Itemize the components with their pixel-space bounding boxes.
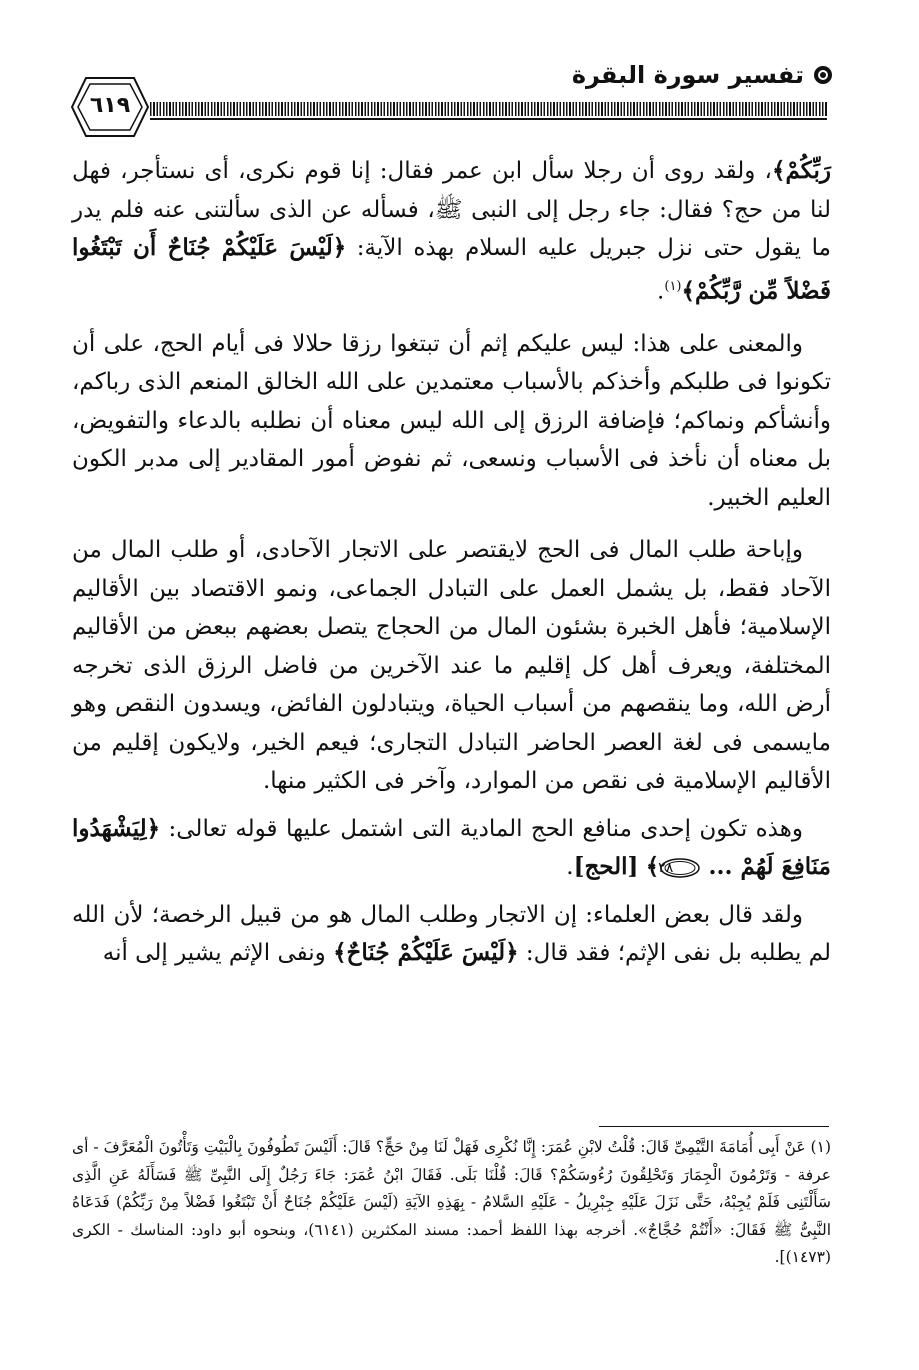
header-rule: [150, 102, 827, 116]
flower-ornament-icon: [812, 64, 834, 86]
paragraph-text: ، ولقد روى أن رجلا سأل ابن عمر فقال: إنا قوم نكرى، أى نستأجر، فهل لنا من حج؟ فقال: جاء رجل إلى النبى ﷺ، فسأله عن الذى سألتنى عنه فلم يدر ما يقول حتى نزل جبريل عليه السلام بهذه الآية:: [72, 158, 831, 261]
footnote: (١) عَنْ أَبِى أُمَامَةَ التَّيْمِىِّ قَالَ: قُلْتُ لابْنِ عُمَرَ: إِنَّا نُكْرِى فَهَلْ لَنَا مِنْ حَجٍّ؟ قَالَ: أَلَيْسَ تَطُوفُونَ بِالْبَيْتِ وَتَأْتُونَ الْمُعَرَّفَ - أى عرفة - وَتَرْمُونَ الْجِمَارَ وَتَحْلِقُونَ رُءُوسَكُمْ؟ قَالَ: قُلْنَا بَلَى. فَقَالَ ابْنُ عُمَرَ: جَاءَ رَجُلٌ إِلَى النَّبِىِّ ﷺ فَسَأَلَهُ عَنِ الَّذِى سَأَلْتَنِى فَلَمْ يُجِبْهُ، حَتَّى نَزَلَ عَلَيْهِ جِبْرِيلُ - عَلَيْهِ السَّلامُ - بِهَذِهِ الآيَةِ (لَيْسَ عَلَيْكُمْ جُنَاحٌ أَنْ تَبْتَغُوا فَضْلاً مِنْ رَبِّكُمْ) فَدَعَاهُ النَّبِىُّ ﷺ فَقَالَ: «أَنْتُمْ حُجَّاجٌ». أخرجه بهذا اللفظ أحمد: مسند المكثرين (٦١٤١)، وبنحوه أبو داود: المناسك - الكرى (١٤٧٣)].: [72, 1138, 831, 1266]
paragraph-1: [72, 152, 831, 311]
paragraph-text: وهذه تكون إحدى منافع الحج المادية التى اشتمل عليها قوله تعالى:: [160, 815, 803, 842]
quran-quote-close: ﴾: [645, 853, 660, 881]
header-title: تفسير سورة البقرة: [571, 61, 804, 89]
running-header: [572, 60, 834, 90]
quran-quote: ﴿لِيَشْهَدُوا مَنَافِعَ لَهُمْ ...: [72, 814, 831, 881]
ayah-number-icon: [659, 857, 701, 879]
paragraph-text: ولقد قال بعض العلماء: إن الاتجار وطلب المال هو من قبيل الرخصة؛ لأن الله لم يطلبه بل نفى الإثم؛ فقد قال:: [72, 901, 831, 967]
quran-quote: رَبِّكُمْ﴾: [772, 157, 831, 184]
paragraph-5: [72, 896, 831, 973]
footnote-ref: (١): [664, 278, 682, 294]
main-text: [72, 152, 831, 982]
paragraph-text: ونفى الإثم يشير إلى أنه: [102, 940, 334, 967]
paragraph-end: .: [566, 854, 574, 881]
surah-reference: [الحج]: [573, 853, 639, 881]
paragraph-3: وإباحة طلب المال فى الحج لايقتصر على الاتجار الآحادى، أو طلب المال من الآحاد فقط، بل يشمل العمل على التبادل الجماعى، ونمو الاقتصاد بين الأقاليم الإسلامية؛ فأهل الخبرة بشئون المال من الحجاج يتصل بعضهم ببعض من الأقاليم المختلفة، ويعرف أهل كل إقليم ما عند الآخرين من فاضل الرزق الذى تخرجه أرض الله، وما ينقصهم من أسباب الحياة، ويتبادلون الفائض، ويسدون النقص وهو مايسمى فى لغة العصر الحاضر التبادل التجارى؛ فيعم الخير، ولايكون إقليم من الأقاليم الإسلامية فى نقص من الموارد، وآخر فى الكثير منها.: [72, 537, 831, 795]
header-underline: [150, 118, 827, 120]
ayah-number: ٢٨: [658, 860, 674, 877]
footnote-divider: [599, 1126, 829, 1127]
quran-quote: ﴿لَيْسَ عَلَيْكُمْ جُنَاحٌ﴾: [333, 939, 519, 967]
paragraph-2: والمعنى على هذا: ليس عليكم إثم أن تبتغوا رزقا حلالا فى أيام الحج، على أن تكونوا فى طلبكم وأخذكم بالأسباب معتمدين على الله الخالق المنعم الذى رباكم، وأنشأكم ونماكم؛ فإضافة الرزق إلى الله ليس معناه أن نطلبه بالدعاء والتفويض، بل معناه أن نأخذ فى الأسباب ونسعى، ثم نفوض أمور المقادير إلى مدبر الكون العليم الخبير.: [72, 330, 831, 511]
page-number: ٦١٩: [89, 93, 131, 118]
quran-quote: ﴿لَيْسَ عَلَيْكُمْ جُنَاحٌ أَن تَبْتَغُوا فَضْلاً مِّن رَّبِّكُمْ﴾: [72, 234, 831, 305]
paragraph-4: [72, 810, 831, 887]
paragraph-end: .: [657, 278, 665, 305]
